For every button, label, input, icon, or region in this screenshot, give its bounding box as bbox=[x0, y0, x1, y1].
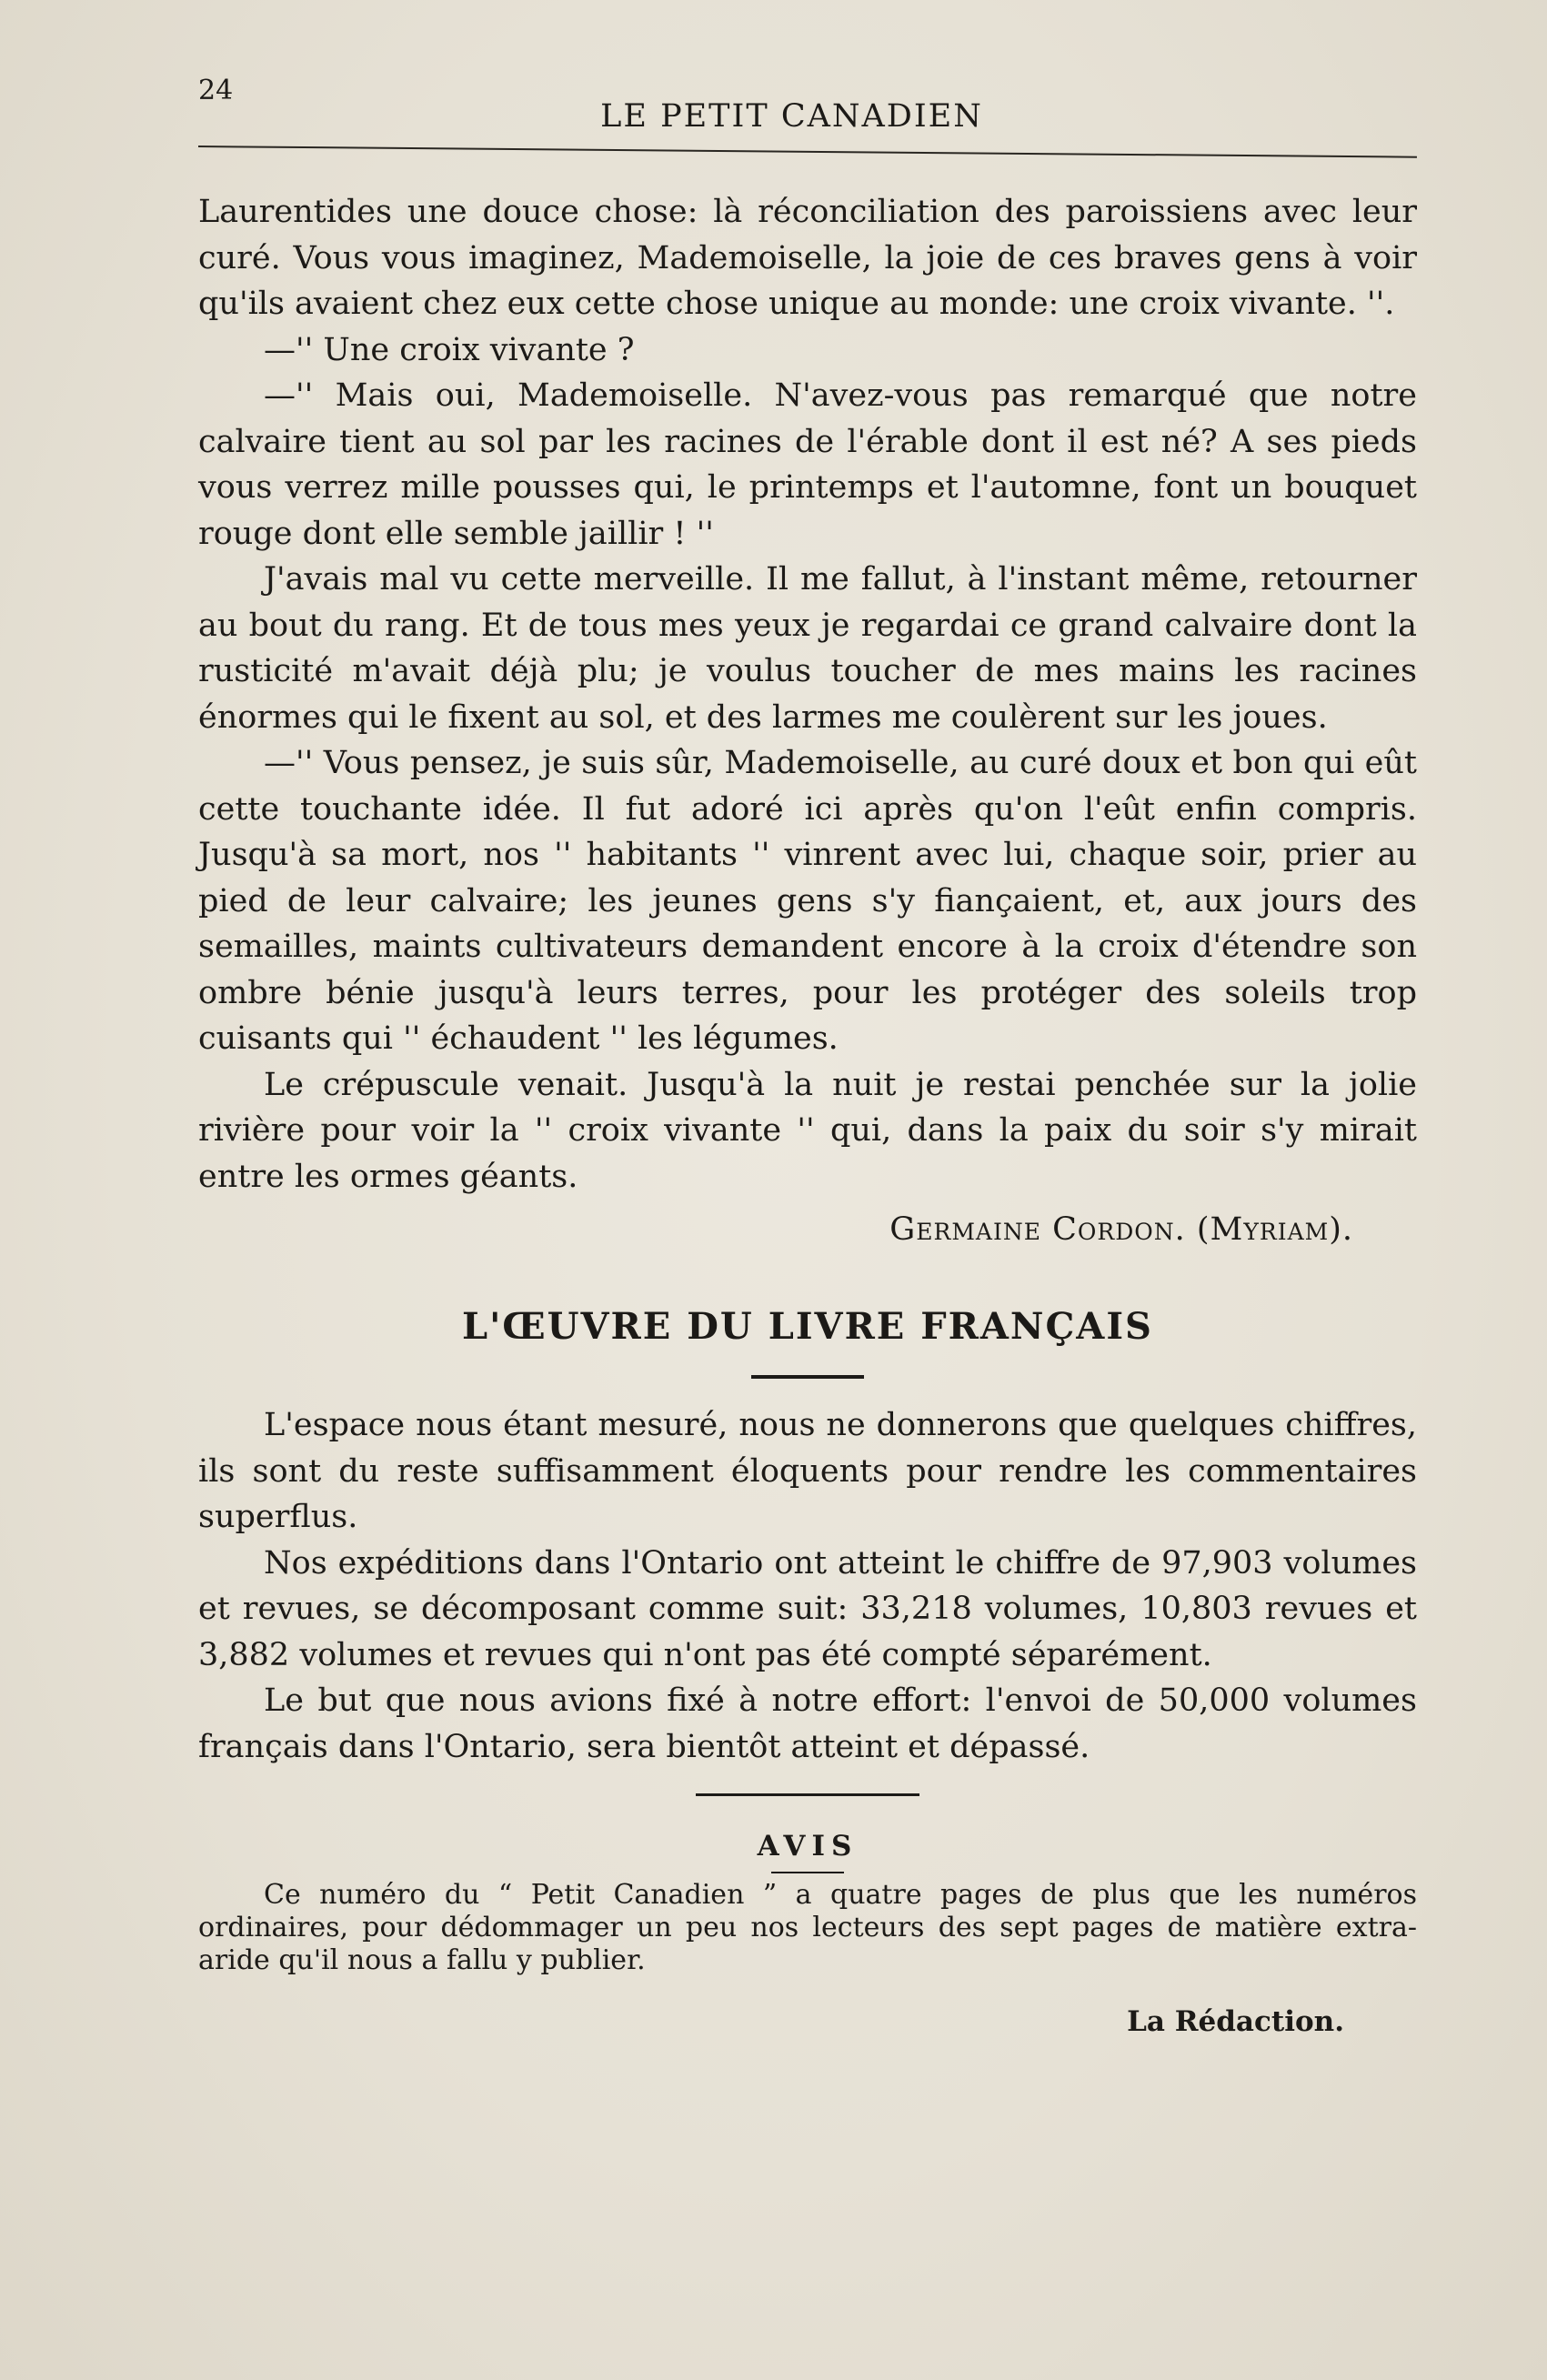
article1-paragraph: Laurentides une douce chose: là réconciliation des paroissiens avec leur curé. Vous vous imaginez, Mademoiselle, la joie de ces braves gens à voir qu'ils avaient chez eux cette chose unique au monde: une croix vivante. ''. bbox=[198, 194, 1417, 322]
article1-paragraph: —'' Une croix vivante ? bbox=[264, 331, 635, 368]
article1-paragraph: —'' Mais oui, Mademoiselle. N'avez-vous pas remarqué que notre calvaire tient au sol par les racines de l'érable dont il est né? A ses pieds vous verrez mille pousses qui, le printemps et l'automne, font un bouquet rouge dont elle semble jaillir ! '' bbox=[198, 377, 1417, 552]
page-number: 24 bbox=[198, 75, 234, 106]
title-rule bbox=[751, 1375, 864, 1379]
article1-signature: Germaine Cordon. (Myriam). bbox=[889, 1211, 1353, 1248]
page-body bbox=[198, 189, 1417, 2044]
article2-paragraph: Le but que nous avions fixé à notre effort: l'envoi de 50,000 volumes français dans l'Ontario, sera bientôt atteint et dépassé. bbox=[198, 1682, 1417, 1765]
running-title: LE PETIT CANADIEN bbox=[600, 98, 983, 135]
header-rule bbox=[198, 146, 1417, 158]
article2-paragraph: L'espace nous étant mesuré, nous ne donnerons que quelques chiffres, ils sont du reste suffisamment éloquents pour rendre les commentaires superflus. bbox=[198, 1407, 1417, 1535]
notice-rule bbox=[771, 1872, 844, 1873]
article2-title: L'ŒUVRE DU LIVRE FRANÇAIS bbox=[462, 1304, 1153, 1348]
notice-text: Ce numéro du “ Petit Canadien ” a quatre pages de plus que les numéros ordinaires, pour dédommager un peu nos lecteurs des sept pages de matière extra-aride qu'il nous a fallu y publier. bbox=[198, 1878, 1417, 1976]
notice-signature: La Rédaction. bbox=[1127, 2004, 1344, 2038]
article1-paragraph: Le crépuscule venait. Jusqu'à la nuit je restai penchée sur la jolie rivière pour voir la '' croix vivante '' qui, dans la paix du soir s'y mirait entre les ormes géants. bbox=[198, 1066, 1417, 1195]
article2-paragraph: Nos expéditions dans l'Ontario ont atteint le chiffre de 97,903 volumes et revues, se décomposant comme suit: 33,218 volumes, 10,803 revues et 3,882 volumes et revues qui n'ont pas été compté séparément. bbox=[198, 1544, 1417, 1673]
article1-paragraph: —'' Vous pensez, je suis sûr, Mademoiselle, au curé doux et bon qui eût cette touchante idée. Il fut adoré ici après qu'on l'eût enfin compris. Jusqu'à sa mort, nos '' habitants '' vinrent avec lui, chaque soir, prier au pied de leur calvaire; les jeunes gens s'y fiançaient, et, aux jours des semailles, maints cultivateurs demandent encore à la croix d'étendre son ombre bénie jusqu'à leurs terres, pour les protéger des soleils trop cuisants qui '' échaudent '' les légumes. bbox=[198, 745, 1417, 1057]
notice-title: AVIS bbox=[757, 1830, 859, 1863]
section-divider bbox=[696, 1793, 919, 1796]
article1-paragraph: J'avais mal vu cette merveille. Il me fallut, à l'instant même, retourner au bout du rang. Et de tous mes yeux je regardai ce grand calvaire dont la rusticité m'avait déjà plu; je voulus toucher de mes mains les racines énormes qui le fixent au sol, et des larmes me coulèrent sur les joues. bbox=[198, 561, 1417, 736]
